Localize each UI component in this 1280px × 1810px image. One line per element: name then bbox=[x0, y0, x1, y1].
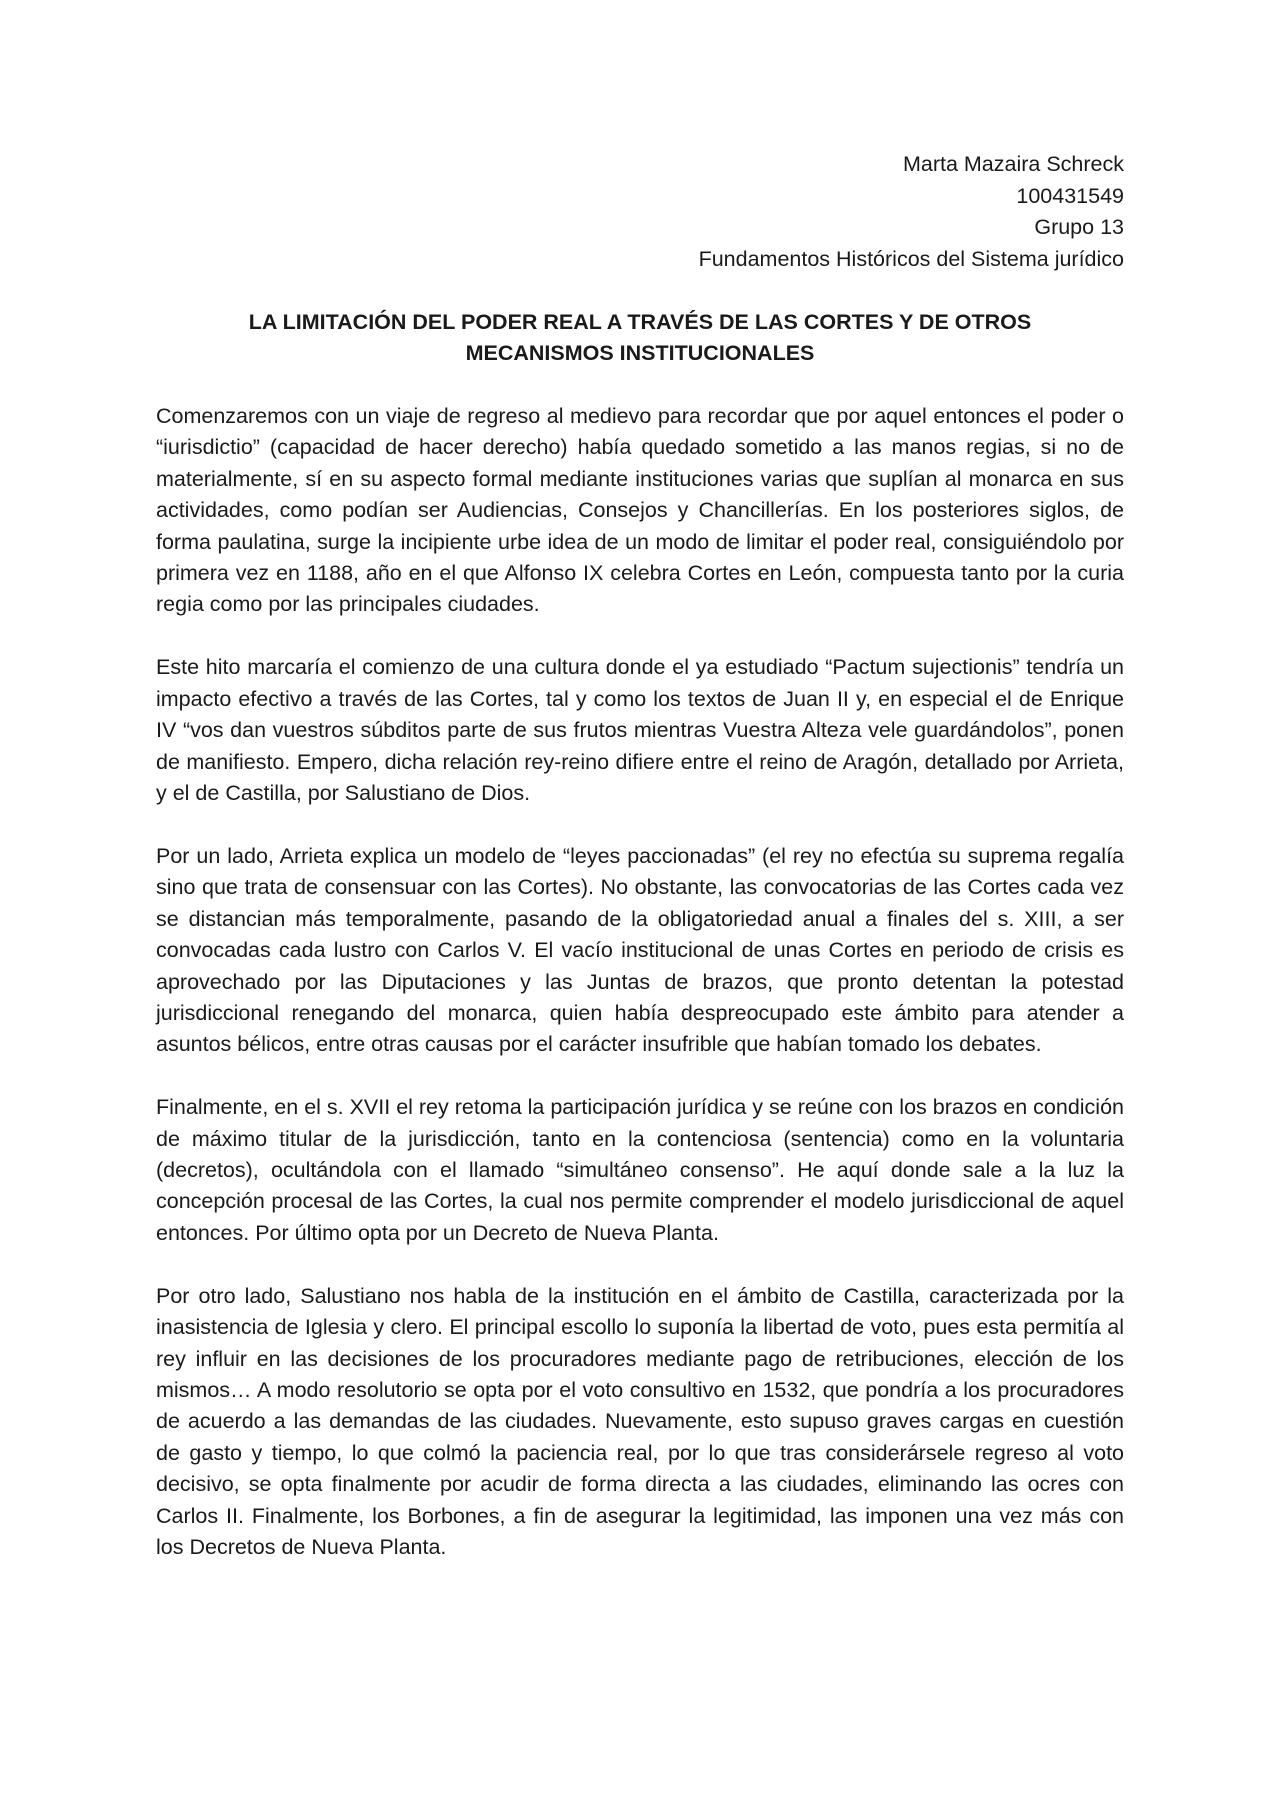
group-label: Grupo 13 bbox=[1034, 215, 1124, 239]
document-body bbox=[156, 401, 1124, 1595]
document-title bbox=[156, 307, 1124, 369]
paragraph-3: Por un lado, Arrieta explica un modelo de “leyes paccionadas” (el rey no efectúa su suprema regalía sino que trata de consensuar con las Cortes). No obstante, las convocatorias de las Cortes cada vez se distancian más temporalmente, pasando de la obligatoriedad anual a finales del s. XIII, a ser convocadas cada lustro con Carlos V. El vacío institucional de unas Cortes en periodo de crisis es aprovechado por las Diputaciones y las Juntas de brazos, que pronto detentan la potestad jurisdiccional renegando del monarca, quien había despreocupado este ámbito para atender a asuntos bélicos, entre otras causas por el carácter insufrible que habían tomado los debates. bbox=[156, 843, 1124, 1057]
student-id: 100431549 bbox=[1016, 183, 1124, 208]
document-header bbox=[699, 149, 1124, 275]
paragraph-1: Comenzaremos con un viaje de regreso al medievo para recordar que por aquel entonces el poder o “iurisdictio” (capacidad de hacer derecho) había quedado sometido a las manos regias, si no de materialmente, sí en su aspecto formal mediante instituciones varias que suplían al monarca en sus actividades, como podían ser Audiencias, Consejos y Chancillerías. En los posteriores siglos, de forma paulatina, surge la incipiente urbe idea de un modo de limitar el poder real, consiguiéndolo por primera vez en 1188, año en el que Alfonso IX celebra Cortes en León, compuesta tanto por la curia regia como por las principales ciudades. bbox=[156, 404, 1124, 617]
title-line-2: MECANISMOS INSTITUCIONALES bbox=[465, 341, 815, 365]
paragraph-5: Por otro lado, Salustiano nos habla de la institución en el ámbito de Castilla, caracterizada por la inasistencia de Iglesia y clero. El principal escollo lo suponía la libertad de voto, pues esta permitía al rey influir en las decisiones de los procuradores mediante pago de retribuciones, elección de los mismos… A modo resolutorio se opta por el voto consultivo en 1532, que pondría a los procuradores de acuerdo a las demandas de las ciudades. Nuevamente, esto supuso graves cargas en cuestión de gasto y tiempo, lo que colmó la paciencia real, por lo que tras considerársele regreso al voto decisivo, se opta finalmente por acudir de forma directa a las ciudades, eliminando las ocres con Carlos II. Finalmente, los Borbones, a fin de asegurar la legitimidad, las imponen una vez más con los Decretos de Nueva Planta. bbox=[156, 1283, 1124, 1559]
paragraph-2: Este hito marcaría el comienzo de una cultura donde el ya estudiado “Pactum sujectionis” tendría un impacto efectivo a través de las Cortes, tal y como los textos de Juan II y, en especial el de Enrique IV “vos dan vuestros súbditos parte de sus frutos mientras Vuestra Alteza vele guardándolos”, ponen de manifiesto. Empero, dicha relación rey-reino difiere entre el reino de Aragón, detallado por Arrieta, y el de Castilla, por Salustiano de Dios. bbox=[156, 655, 1124, 805]
author-name: Marta Mazaira Schreck bbox=[902, 152, 1124, 176]
course-name: Fundamentos Históricos del Sistema jurídico bbox=[698, 246, 1124, 271]
title-line-1: LA LIMITACIÓN DEL PODER REAL A TRAVÉS DE LAS CORTES Y DE OTROS bbox=[248, 310, 1032, 334]
paragraph-4: Finalmente, en el s. XVII el rey retoma la participación jurídica y se reúne con los brazos en condición de máximo titular de la jurisdicción, tanto en la contenciosa (sentencia) como en la voluntaria (decretos), ocultándola con el llamado “simultáneo consenso”. He aquí donde sale a la luz la concepción procesal de las Cortes, la cual nos permite comprender el modelo jurisdiccional de aquel entonces. Por último opta por un Decreto de Nueva Planta. bbox=[156, 1095, 1124, 1245]
